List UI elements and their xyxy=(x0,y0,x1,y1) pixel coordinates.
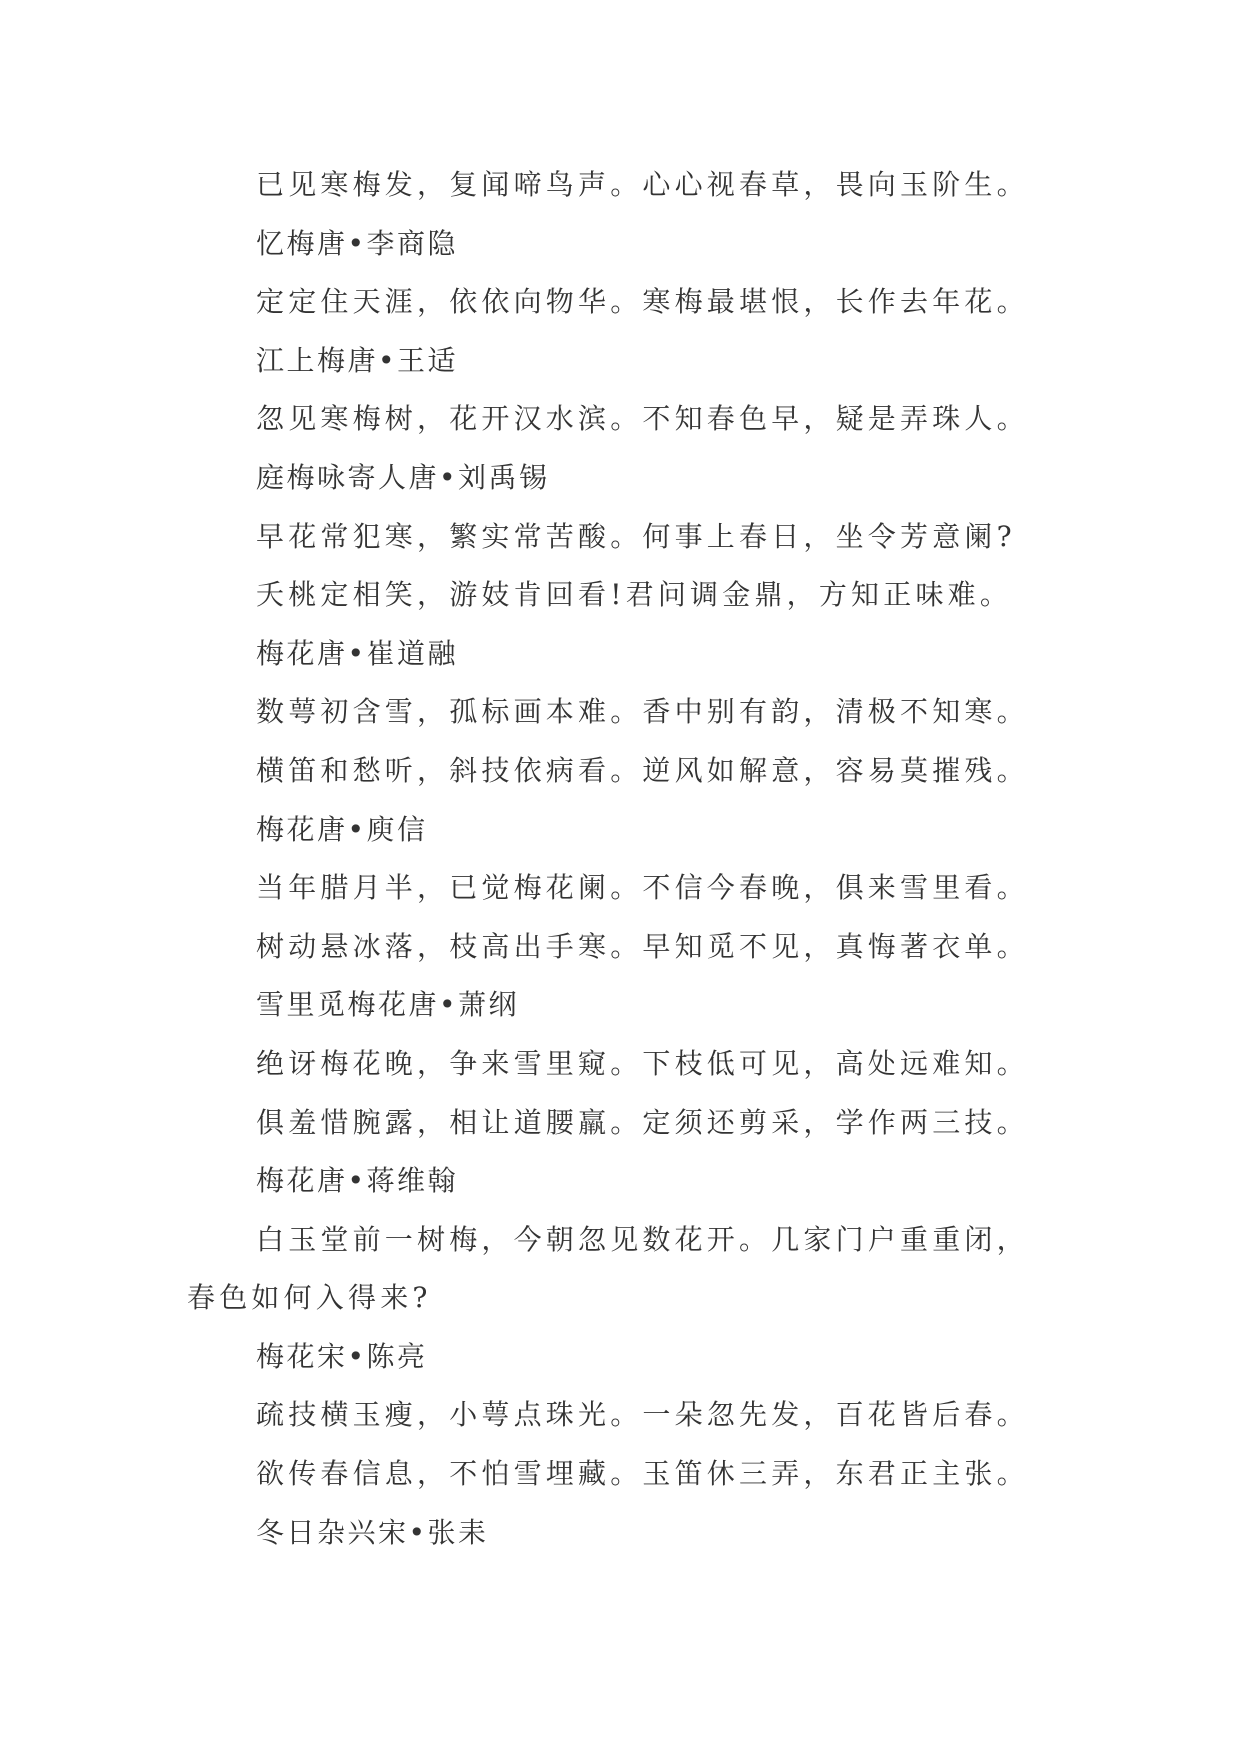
poem-line: 绝讶梅花晚，争来雪里窥。下枝低可见，高处远难知。 xyxy=(256,1046,1029,1080)
poem-line: 树动悬冰落，枝高出手寒。早知觅不见，真悔著衣单。 xyxy=(256,929,1029,963)
poem-line: 夭桃定相笑，游妓肯回看!君问调金鼎，方知正味难。 xyxy=(256,578,1013,612)
poem-line: 横笛和愁听，斜技依病看。逆风如解意，容易莫摧残。 xyxy=(256,753,1029,787)
poem-title: 梅花唐•蒋维翰 xyxy=(256,1164,459,1198)
poem-title: 忆梅唐•李商隐 xyxy=(256,226,459,260)
poem-title: 梅花唐•崔道融 xyxy=(256,636,459,670)
poem-title: 庭梅咏寄人唐•刘禹锡 xyxy=(256,460,550,494)
poem-line: 当年腊月半，已觉梅花阑。不信今春晚，俱来雪里看。 xyxy=(256,871,1029,905)
poem-title: 江上梅唐•王适 xyxy=(256,343,459,377)
poem-title: 梅花宋•陈亮 xyxy=(256,1339,428,1373)
poem-title: 雪里觅梅花唐•萧纲 xyxy=(256,988,520,1022)
poem-title: 梅花唐•庾信 xyxy=(256,812,428,846)
poem-line: 定定住天涯，依依向物华。寒梅最堪恨，长作去年花。 xyxy=(256,285,1029,319)
poem-line: 数萼初含雪，孤标画本难。香中别有韵，清极不知寒。 xyxy=(256,695,1029,729)
poem-line: 已见寒梅发，复闻啼鸟声。心心视春草，畏向玉阶生。 xyxy=(256,168,1029,201)
poem-line: 早花常犯寒，繁实常苦酸。何事上春日，坐令芳意阑? xyxy=(256,519,1016,553)
poem-title: 冬日杂兴宋•张耒 xyxy=(256,1515,489,1549)
poem-line: 疏技横玉瘦，小萼点珠光。一朵忽先发，百花皆后春。 xyxy=(256,1398,1029,1432)
poem-line: 忽见寒梅树，花开汉水滨。不知春色早，疑是弄珠人。 xyxy=(256,402,1029,436)
poem-line: 白玉堂前一树梅，今朝忽见数花开。几家门户重重闭， xyxy=(256,1222,1029,1256)
poem-line: 俱羞惜腕露，相让道腰羸。定须还剪采，学作两三技。 xyxy=(256,1105,1029,1139)
poem-text-block xyxy=(187,156,1067,1562)
poem-line: 欲传春信息，不怕雪埋藏。玉笛休三弄，东君正主张。 xyxy=(256,1457,1029,1491)
poem-line-continuation: 春色如何入得来? xyxy=(187,1281,432,1315)
